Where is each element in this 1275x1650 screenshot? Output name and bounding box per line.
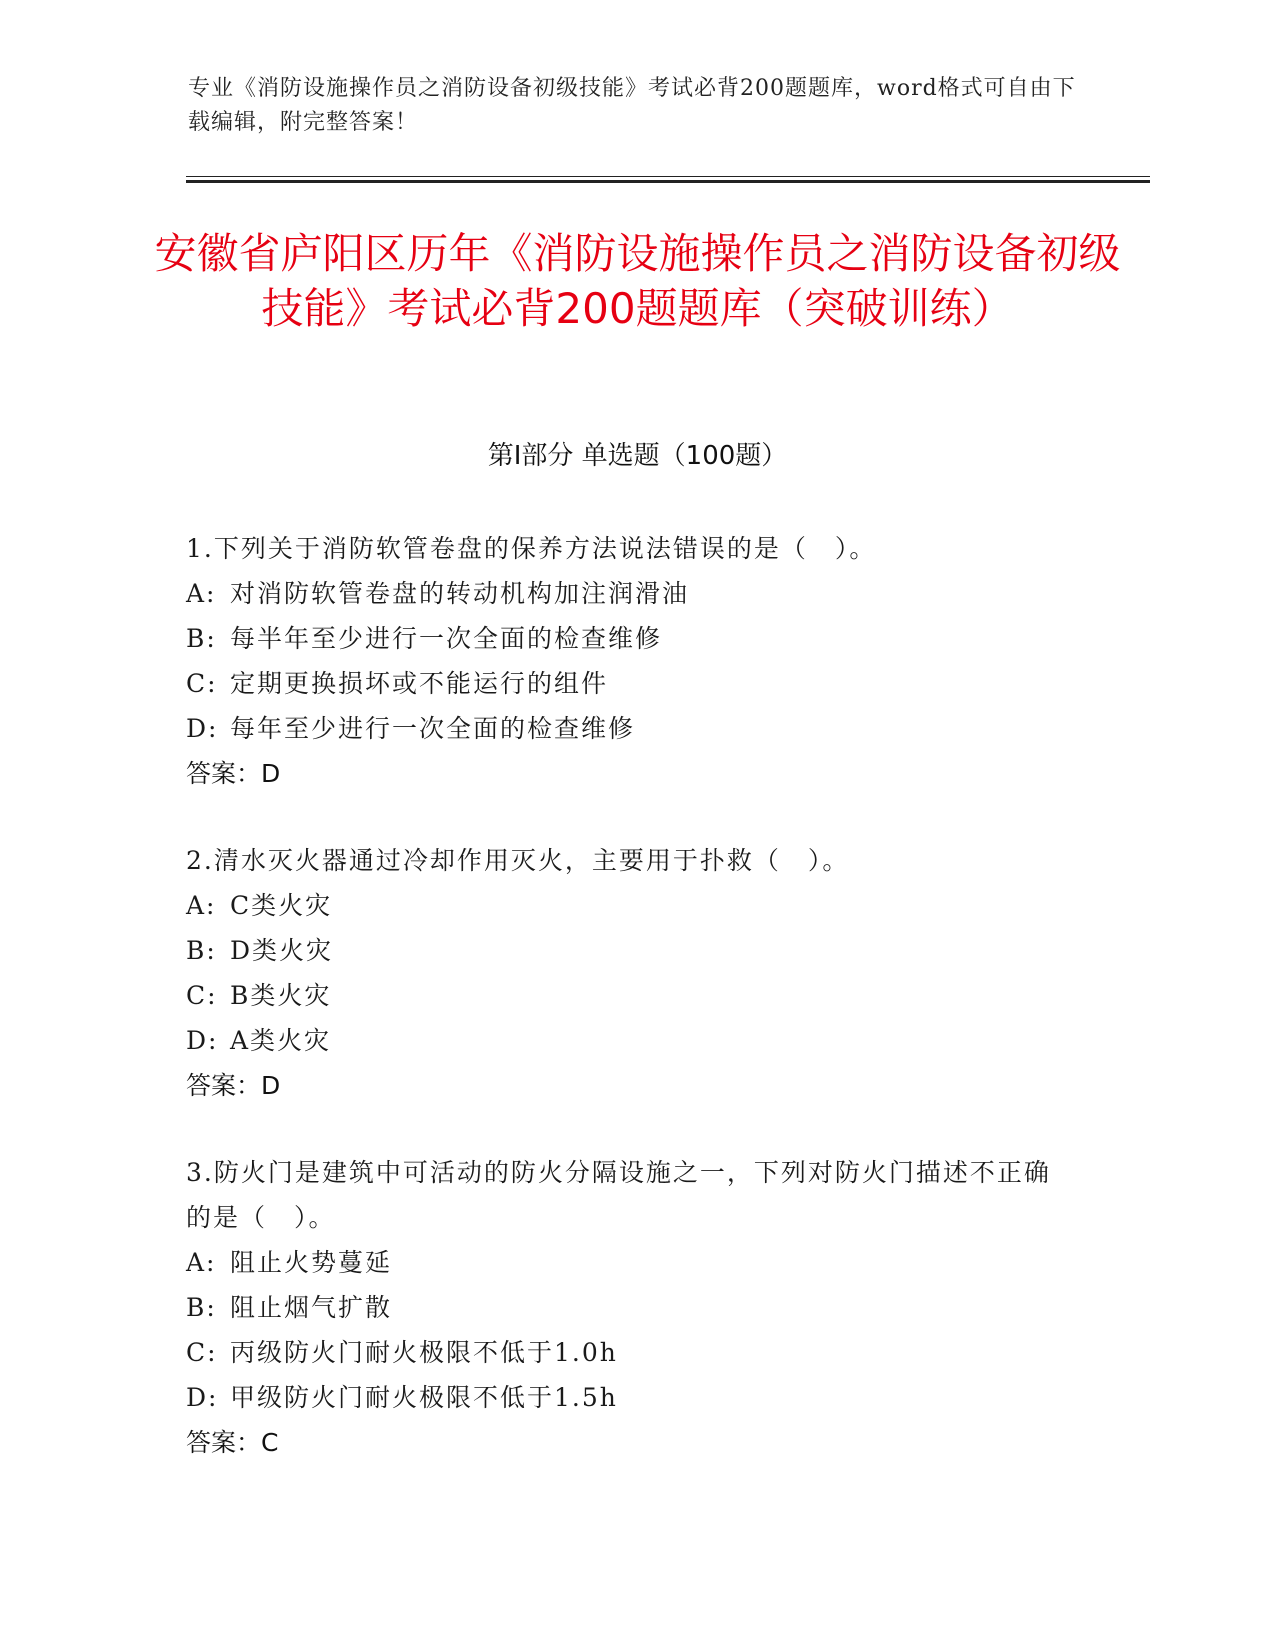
option-text: 阻止烟气扩散 [230,1293,393,1322]
option-key: C: [186,981,218,1010]
option-b [186,616,1066,661]
option-key: A: [186,1248,217,1277]
question-stem: 2.清水灭火器通过冷却作用灭火，主要用于扑救（ ）。 [186,846,850,875]
option-key: A: [186,891,217,920]
option-text: A类火灾 [230,1026,332,1055]
option-key: D: [186,1383,219,1412]
question-answer: 答案：D [186,1071,281,1100]
document-title: 安徽省庐阳区历年《消防设施操作员之消防设备初级技能》考试必背200题题库（突破训练） [154,229,1121,333]
option-text: C类火灾 [230,891,333,920]
question-stem: 3.防火门是建筑中可活动的防火分隔设施之一，下列对防火门描述不正确的是（ ）。 [186,1158,1051,1232]
header-divider-thick [186,180,1150,183]
option-text: 定期更换损坏或不能运行的组件 [230,669,609,698]
question-2 [186,838,1066,1108]
option-key: D: [186,714,219,743]
question-1 [186,526,1066,796]
option-d [186,706,1066,751]
option-text: 甲级防火门耐火极限不低于1.5h [230,1383,618,1412]
option-c [186,1330,1066,1375]
option-text: 阻止火势蔓延 [230,1248,393,1277]
option-key: B: [186,1293,217,1322]
header-divider-thin [186,176,1150,177]
option-key: D: [186,1026,219,1055]
option-d [186,1375,1066,1420]
option-text: 对消防软管卷盘的转动机构加注润滑油 [230,579,690,608]
option-key: C: [186,1338,218,1367]
option-key: B: [186,936,217,965]
option-text: 丙级防火门耐火极限不低于1.0h [230,1338,618,1367]
option-b [186,1285,1066,1330]
section-title: 第Ⅰ部分 单选题（100题） [487,441,788,471]
option-text: B类火灾 [230,981,332,1010]
option-a [186,883,1066,928]
header-note: 专业《消防设施操作员之消防设备初级技能》考试必背200题题库，word格式可自由下载编辑，附完整答案！ [188,76,1076,135]
option-text: 每半年至少进行一次全面的检查维修 [230,624,663,653]
option-b [186,928,1066,973]
question-answer: 答案：C [186,1428,279,1457]
option-d [186,1018,1066,1063]
option-key: C: [186,669,218,698]
option-c [186,661,1066,706]
option-key: A: [186,579,217,608]
option-a [186,571,1066,616]
question-3 [186,1150,1066,1465]
question-stem: 1.下列关于消防软管卷盘的保养方法说法错误的是（ ）。 [186,534,877,563]
question-answer: 答案：D [186,759,281,788]
option-c [186,973,1066,1018]
option-text: 每年至少进行一次全面的检查维修 [230,714,636,743]
option-key: B: [186,624,217,653]
option-text: D类火灾 [230,936,334,965]
question-list [186,526,1066,1507]
option-a [186,1240,1066,1285]
